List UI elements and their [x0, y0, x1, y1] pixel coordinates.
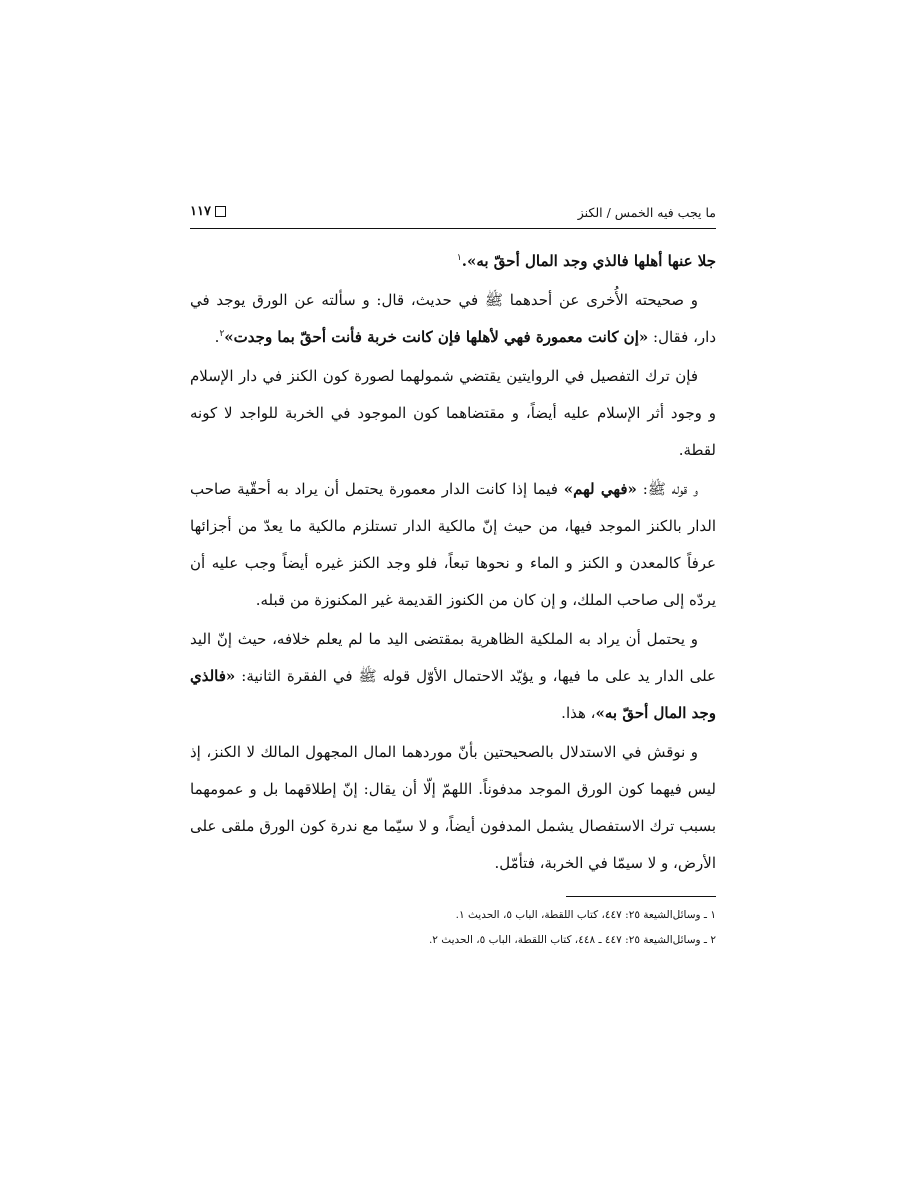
- paragraph-2-end: .: [214, 328, 220, 346]
- paragraph-2: [190, 282, 716, 356]
- footnote-divider: [566, 896, 716, 897]
- hadith-quote-1: جلا عنها أهلها فالذي وجد المال أحقّ به».: [461, 252, 716, 270]
- square-ornament-icon: [215, 206, 226, 217]
- running-title: ما يجب فيه الخمس / الكنز: [577, 205, 716, 220]
- paragraph-6: و نوقش في الاستدلال بالصحيحتين بأنّ موردهما المال المجهول المالك لا الكنز، إذ ليس فيهما كون الورق الموجد مدفوناً. اللهمّ إلّا أن يقال: إنّ إطلاقهما بل و عمومهما بسبب ترك الاستفصال يشمل المدفون أيضاً، و لا سيّما مع ندرة كون الورق ملقى على الأرض، و لا سيمّا في الخربة، فتأمّل.: [190, 743, 716, 872]
- page-number: [190, 204, 226, 219]
- running-header: [190, 196, 716, 229]
- footnote-1: ١ ـ وسائل‌الشيعة ٢٥: ٤٤٧، كتاب اللقطة، الباب ٥، الحديث ١.: [455, 909, 716, 921]
- paragraph-1: [190, 243, 716, 280]
- footnote-marker-1: ١: [456, 253, 462, 263]
- paragraph-5-text: و يحتمل أن يراد به الملكية الظاهرية بمقتضى اليد ما لم يعلم خلافه، حيث إنّ اليد على الدار يد على ما فيها، و يؤيّد الاحتمال الأوّل قوله ﷺ في الفقرة الثانية:: [190, 630, 716, 685]
- paragraph-5: [190, 621, 716, 732]
- page-number-value: ١١٧: [190, 204, 211, 219]
- paragraph-5-end: ، هذا.: [561, 704, 596, 722]
- hadith-quote-2: «إن كانت معمورة فهي لأهلها فإن كانت خربة فأنت أحقّ بما وجدت»: [224, 328, 649, 346]
- hadith-quote-3: «فهي لهم»: [563, 480, 637, 498]
- paragraph-3: فإن ترك التفصيل في الروايتين يقتضي شمولهما لصورة كون الكنز في دار الإسلام و وجود أثر الإسلام عليه أيضاً، و مقتضاهما كون الموجود في الخربة للواجد لا كونه لقطة.: [190, 367, 716, 459]
- paragraph-2-text: و صحيحته الأُخرى عن أحدهما ﷺ في حديث، قال: و سألته عن الورق يوجد في دار، فقال:: [190, 291, 716, 346]
- paragraph-4-intro: و قوله ﷺ:: [636, 480, 699, 498]
- hadith-quote-4: «فالذي وجد المال أحقّ به»: [190, 667, 716, 722]
- paragraph-4: [190, 471, 716, 619]
- footnotes: [190, 903, 716, 953]
- footnote-marker-2: ٢: [219, 329, 225, 339]
- body-text: [190, 243, 716, 882]
- book-page: [190, 196, 716, 953]
- footnote-2: ٢ ـ وسائل‌الشيعة ٢٥: ٤٤٧ ـ ٤٤٨، كتاب اللقطة، الباب ٥، الحديث ٢.: [428, 934, 716, 946]
- paragraph-4-text: فيما إذا كانت الدار معمورة يحتمل أن يراد به أحقّية صاحب الدار بالكنز الموجد فيها، من حيث إنّ مالكية الدار تستلزم مالكية ما يعدّ من أجزائها عرفاً كالمعدن و الكنز و الماء و نحوها تبعاً، فلو وجد الكنز غيره أيضاً وجب عليه أن يردّه إلى صاحب الملك، و إن كان من الكنوز القديمة غير المكنوزة من قبله.: [190, 480, 716, 609]
